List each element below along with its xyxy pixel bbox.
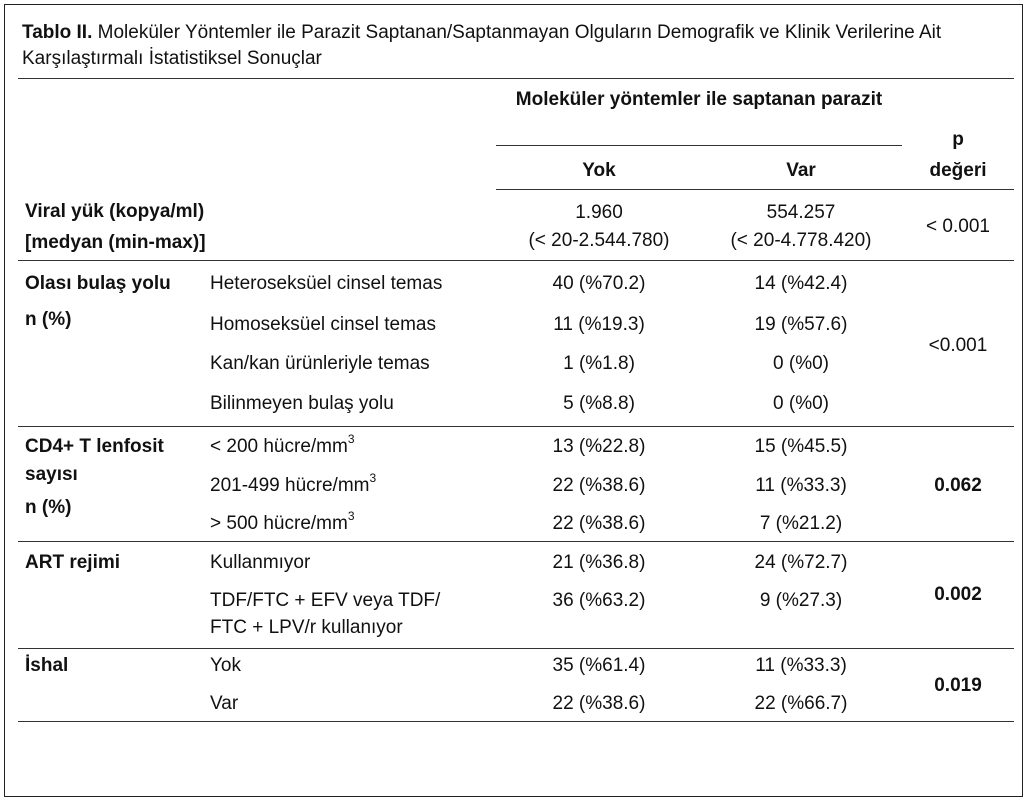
cell-yok: 13 (%22.8) xyxy=(552,436,646,457)
cell-yok: 40 (%70.2) xyxy=(552,273,646,294)
row-label-viral-2: [medyan (min-max)] xyxy=(25,232,206,253)
rule-art xyxy=(18,648,1014,649)
sub-label-text: 201-499 hücre/mm xyxy=(210,475,370,496)
row-label-bulas-1: Olası bulaş yolu xyxy=(25,273,171,294)
cell-var: 11 (%33.3) xyxy=(755,475,847,496)
rule-cd4 xyxy=(18,541,1014,542)
viral-var-median: 554.257 xyxy=(766,202,836,223)
cell-yok: 35 (%61.4) xyxy=(552,655,646,676)
unit-exponent: 3 xyxy=(347,432,355,446)
sub-label: Homoseksüel cinsel temas xyxy=(210,314,436,335)
rule-top xyxy=(18,78,1014,79)
sub-label xyxy=(210,472,376,500)
sub-label xyxy=(210,433,355,461)
cell-yok: 22 (%38.6) xyxy=(552,693,646,714)
col-header-yok: Yok xyxy=(582,160,616,181)
sub-label: Bilinmeyen bulaş yolu xyxy=(210,393,394,414)
cell-var: 0 (%0) xyxy=(773,353,829,374)
unit-exponent: 3 xyxy=(369,471,377,485)
caption-title: Moleküler Yöntemler ile Parazit Saptanan/Saptanmayan Olguların Demografik ve Klinik Verilerine Ait Karşılaştırmalı İstatistiksel Sonuçlar xyxy=(22,22,942,69)
cell-var: 11 (%33.3) xyxy=(755,655,847,676)
cell-yok: 21 (%36.8) xyxy=(552,552,646,573)
col-header-p-1: p xyxy=(952,129,964,150)
viral-var-range: (< 20-4.778.420) xyxy=(730,230,872,251)
col-header-var: Var xyxy=(786,160,816,181)
row-label-cd4-1: CD4+ T lenfosit xyxy=(25,436,164,457)
viral-yok-range: (< 20-2.544.780) xyxy=(528,230,670,251)
sub-label-text: > 500 hücre/mm xyxy=(210,513,348,534)
cell-var: 0 (%0) xyxy=(773,393,829,414)
sub-label: Heteroseksüel cinsel temas xyxy=(210,273,443,294)
bulas-p-value: <0.001 xyxy=(928,335,988,356)
cell-var: 7 (%21.2) xyxy=(759,513,843,534)
sub-label: Var xyxy=(210,693,239,714)
row-label-viral-1: Viral yük (kopya/ml) xyxy=(25,201,205,222)
viral-yok-median: 1.960 xyxy=(575,202,623,223)
sub-label xyxy=(210,510,355,538)
sub-label: Kullanmıyor xyxy=(210,552,311,573)
sub-label-cont: FTC + LPV/r kullanıyor xyxy=(210,617,403,638)
sub-label: Yok xyxy=(210,655,241,676)
cell-yok: 36 (%63.2) xyxy=(552,590,646,611)
cell-var: 15 (%45.5) xyxy=(754,436,848,457)
rule-viral xyxy=(18,260,1014,261)
art-p-value: 0.002 xyxy=(934,584,982,605)
cell-var: 9 (%27.3) xyxy=(759,590,843,611)
ishal-p-value: 0.019 xyxy=(934,675,982,696)
caption-label: Tablo II. xyxy=(22,22,93,43)
unit-exponent: 3 xyxy=(347,509,355,523)
rule-group xyxy=(496,145,902,146)
col-header-p-2: değeri xyxy=(929,160,987,181)
sub-label: Kan/kan ürünleriyle temas xyxy=(210,353,430,374)
row-label-ishal: İshal xyxy=(25,655,69,676)
rule-bottom xyxy=(18,721,1014,722)
cell-yok: 22 (%38.6) xyxy=(552,513,646,534)
viral-p-value: < 0.001 xyxy=(926,216,990,237)
sub-label: TDF/FTC + EFV veya TDF/ xyxy=(210,590,441,611)
sub-label-text: < 200 hücre/mm xyxy=(210,436,348,457)
rule-bulas xyxy=(18,426,1014,427)
table-caption xyxy=(22,20,1002,72)
cd4-p-value: 0.062 xyxy=(934,475,982,496)
cell-yok: 5 (%8.8) xyxy=(563,393,635,414)
group-header: Moleküler yöntemler ile saptanan parazit xyxy=(515,89,883,110)
cell-var: 24 (%72.7) xyxy=(754,552,848,573)
row-label-art: ART rejimi xyxy=(25,552,121,573)
cell-yok: 11 (%19.3) xyxy=(553,314,645,335)
cell-yok: 22 (%38.6) xyxy=(552,475,646,496)
rule-header xyxy=(496,189,1014,190)
cell-var: 19 (%57.6) xyxy=(754,314,848,335)
row-label-cd4-2: sayısı xyxy=(25,464,78,485)
row-label-bulas-2: n (%) xyxy=(25,309,72,330)
row-label-cd4-3: n (%) xyxy=(25,497,72,518)
cell-var: 14 (%42.4) xyxy=(754,273,848,294)
cell-yok: 1 (%1.8) xyxy=(563,353,635,374)
cell-var: 22 (%66.7) xyxy=(754,693,848,714)
